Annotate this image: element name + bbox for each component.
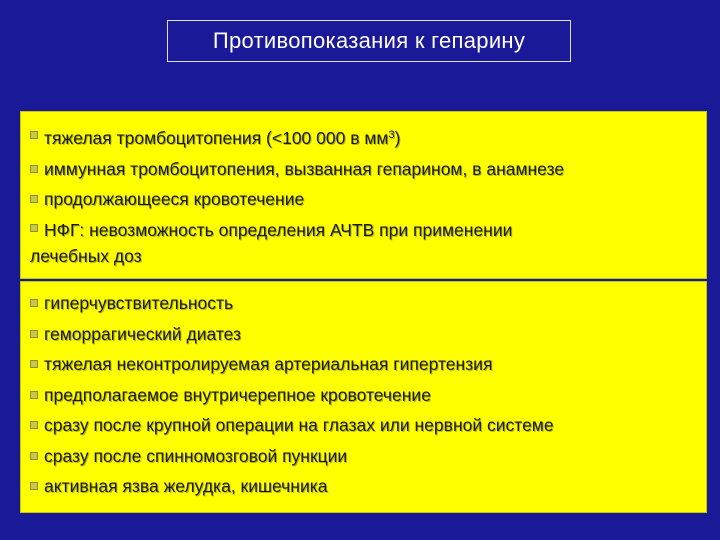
list-item-continuation: лечебных доз	[30, 245, 142, 266]
relative-contraindications-list	[30, 120, 700, 269]
list-item: активная язва желудка, кишечника	[30, 471, 700, 502]
list-item: НФГ: невозможность определения АЧТВ при применении лечебных доз	[30, 219, 513, 266]
square-bullet-icon	[30, 299, 38, 307]
square-bullet-icon	[30, 391, 38, 399]
relative-contraindications-panel	[20, 111, 707, 279]
slide-title: Противопоказания к гепарину	[167, 20, 571, 62]
list-item: иммунная тромбоцитопения, вызванная гепарином, в анамнезе	[30, 154, 700, 185]
list-item: предполагаемое внутричерепное кровотечение	[30, 380, 700, 411]
square-bullet-icon	[30, 195, 38, 203]
list-item: геморрагический диатез	[30, 319, 700, 350]
list-item: продолжающееся кровотечение	[30, 184, 700, 215]
square-bullet-icon	[30, 131, 38, 139]
list-item: тяжелая тромбоцитопения (<100 000 в $мм^3$)	[30, 120, 700, 154]
square-bullet-icon	[30, 360, 38, 368]
absolute-contraindications-panel	[20, 281, 707, 513]
list-item: сразу после спинномозговой пункции	[30, 441, 700, 472]
absolute-contraindications-list	[30, 288, 700, 502]
square-bullet-icon	[30, 421, 38, 429]
list-item: тяжелая неконтролируемая артериальная гипертензия	[30, 349, 700, 380]
square-bullet-icon	[30, 482, 38, 490]
square-bullet-icon	[30, 330, 38, 338]
square-bullet-icon	[30, 224, 38, 232]
list-item: сразу после крупной операции на глазах или нервной системе	[30, 410, 700, 441]
square-bullet-icon	[30, 452, 38, 460]
list-item: гиперчувствительность	[30, 288, 700, 319]
square-bullet-icon	[30, 165, 38, 173]
